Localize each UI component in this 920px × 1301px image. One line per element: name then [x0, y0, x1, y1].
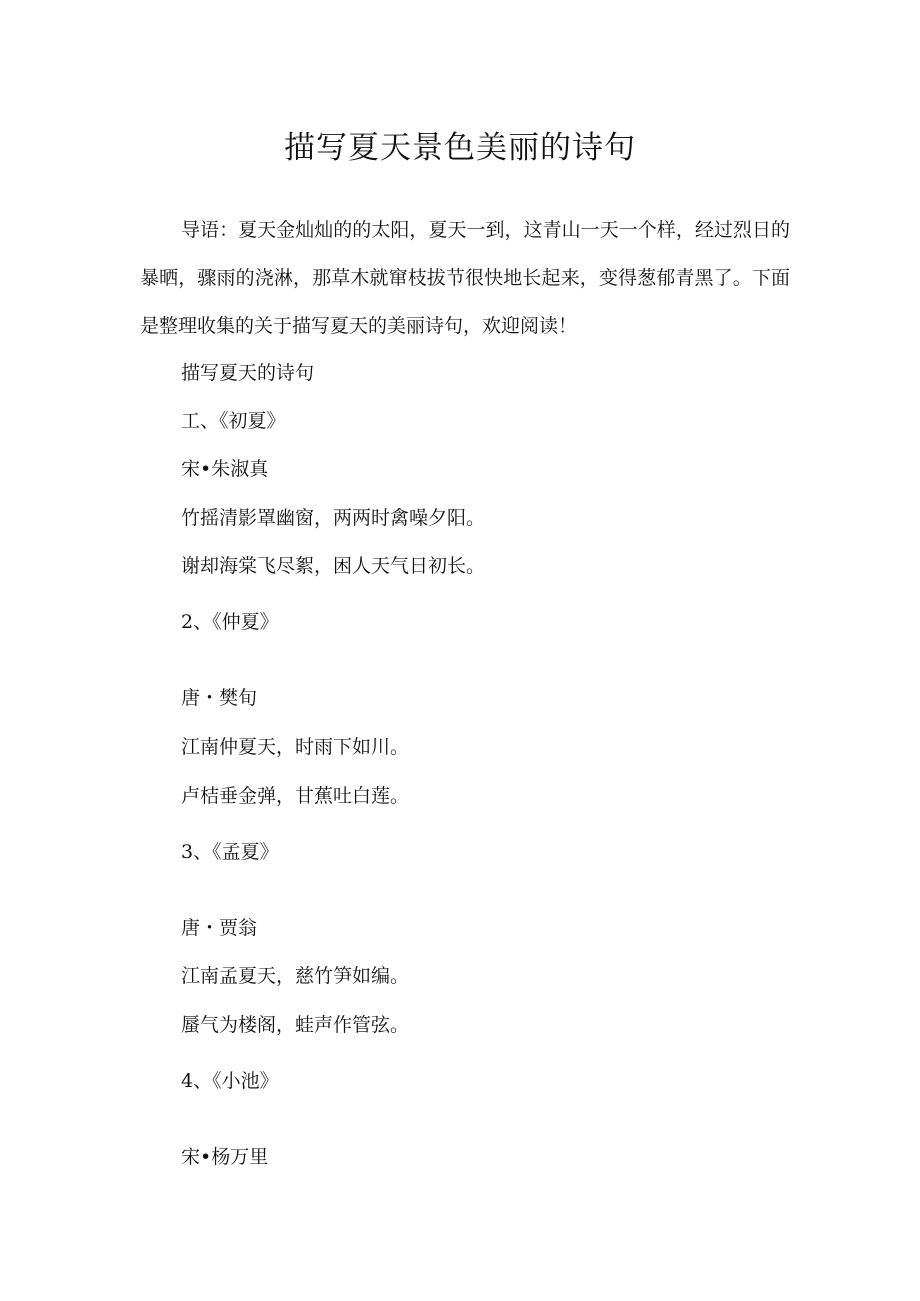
poem-author: 宋•朱淑真 — [181, 458, 269, 480]
poem-line: 江南仲夏天，时雨下如川。 — [181, 736, 410, 758]
poem-author: 唐・贾翁 — [181, 917, 258, 939]
intro-paragraph: 导语：夏天金灿灿的的太阳，夏天一到，这青山一天一个样，经过烈日的暴晒，骤雨的浇淋，那草木就窜枝拔节很快地长起来，变得葱郁青黑了。下面是整理收集的关于描写夏天的美丽诗句，欢迎阅读！ — [140, 219, 790, 337]
poem-heading: 3、《孟夏》 — [181, 841, 279, 863]
poem-heading: 2、《仲夏》 — [181, 611, 279, 633]
poem-author: 宋•杨万里 — [181, 1146, 269, 1168]
poem-heading: 工、《初夏》 — [181, 410, 286, 432]
poem-heading: 4、《小池》 — [181, 1070, 279, 1092]
poem-line: 竹摇清影罩幽窗，两两时禽噪夕阳。 — [181, 507, 486, 529]
poem-line: 蜃气为楼阁，蛙声作管弦。 — [181, 1014, 410, 1036]
poem-line: 谢却海棠飞尽絮，困人天气日初长。 — [181, 555, 486, 577]
document-title: 描写夏天景色美丽的诗句 — [284, 130, 636, 166]
poem-line: 江南孟夏天，慈竹笋如编。 — [181, 965, 410, 987]
poem-author: 唐・樊旬 — [181, 687, 258, 709]
poem-line: 卢桔垂金弹，甘蕉吐白莲。 — [181, 785, 410, 807]
section-heading: 描写夏天的诗句 — [181, 362, 315, 384]
